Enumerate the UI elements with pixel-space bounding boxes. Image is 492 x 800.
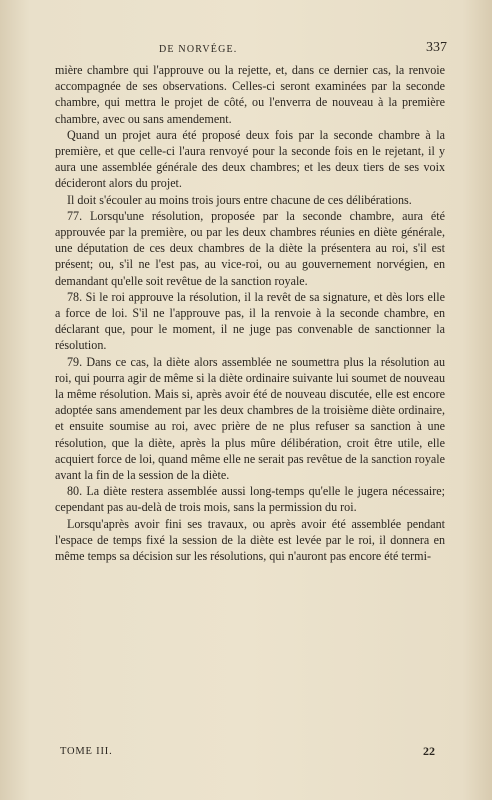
article-80: 80. La diète restera assemblée aussi long-temps qu'elle le jugera nécessaire; cependant pas au-delà de trois mois, sans la permission du roi. — [55, 484, 445, 515]
paragraph: Lorsqu'après avoir fini ses travaux, ou après avoir été assemblée pendant l'espace de temps fixé la session de la diète est levée par le roi, il donnera en même temps sa décision sur les résolutions, qui n'auront pas encore été termi- — [55, 516, 445, 564]
signature-mark: 22 — [423, 744, 435, 758]
article-77: 77. Lorsqu'une résolution, proposée par la seconde chambre, aura été approuvée par la première, ou par les deux chambres réunies en diète générale, une députation de ces deux chambres de la diète la présentera au roi, s'il est présent; ou, s'il ne l'est pas, au vice-roi, ou au gouvernement norvégien, en demandant qu'elle soit revêtue de la sanction royale. — [55, 208, 445, 288]
running-head: DE NORVÉGE. — [159, 44, 238, 55]
paragraph-continuation: mière chambre qui l'approuve ou la rejette, et, dans ce dernier cas, la renvoie accompagnée de ses observations. Celles-ci seront examinées par la seconde chambre, qui mettra le projet de côté, ou l'enverra de nouveau à la première chambre, avec ou sans amendement. — [55, 63, 445, 126]
paragraph: Il doit s'écouler au moins trois jours entre chacune de ces délibérations. — [67, 192, 412, 207]
page-number: 337 — [426, 40, 447, 55]
paragraph: Quand un projet aura été proposé deux fois par la seconde chambre à la première, et que celle-ci l'aura renvoyé pour la seconde fois en le rejetant, il y aura une assemblée générale des deux chambres; et les deux tiers de ses voix décideront alors du projet. — [55, 127, 445, 191]
page-header — [55, 40, 455, 60]
body-text — [55, 62, 445, 564]
article-79: 79. Dans ce cas, la diète alors assemblée ne soumettra plus la résolution au roi, qui pourra agir de même si la diète ordinaire suivante lui soumet de nouveau la même résolution. Mais si, après avoir été de nouveau discutée, elle est encore adoptée sans amendement par les deux chambres de la troisième diète ordinaire, et ensuite soumise au roi, avec prière de ne plus refuser sa sanction à une résolution, que la diète, après la plus mûre délibération, croit être utile, elle acquiert force de loi, quand même elle ne serait pas revêtue de la sanction royale avant la fin de la session de la diète. — [55, 354, 445, 483]
page-footer — [60, 746, 445, 764]
article-78: 78. Si le roi approuve la résolution, il la revêt de sa signature, et dès lors elle a force de loi. S'il ne l'approuve pas, il la renvoie à la seconde chambre, en déclarant que, pour le moment, il ne juge pas convenable de sanctionner la résolution. — [55, 289, 445, 353]
volume-label: TOME III. — [60, 746, 113, 757]
